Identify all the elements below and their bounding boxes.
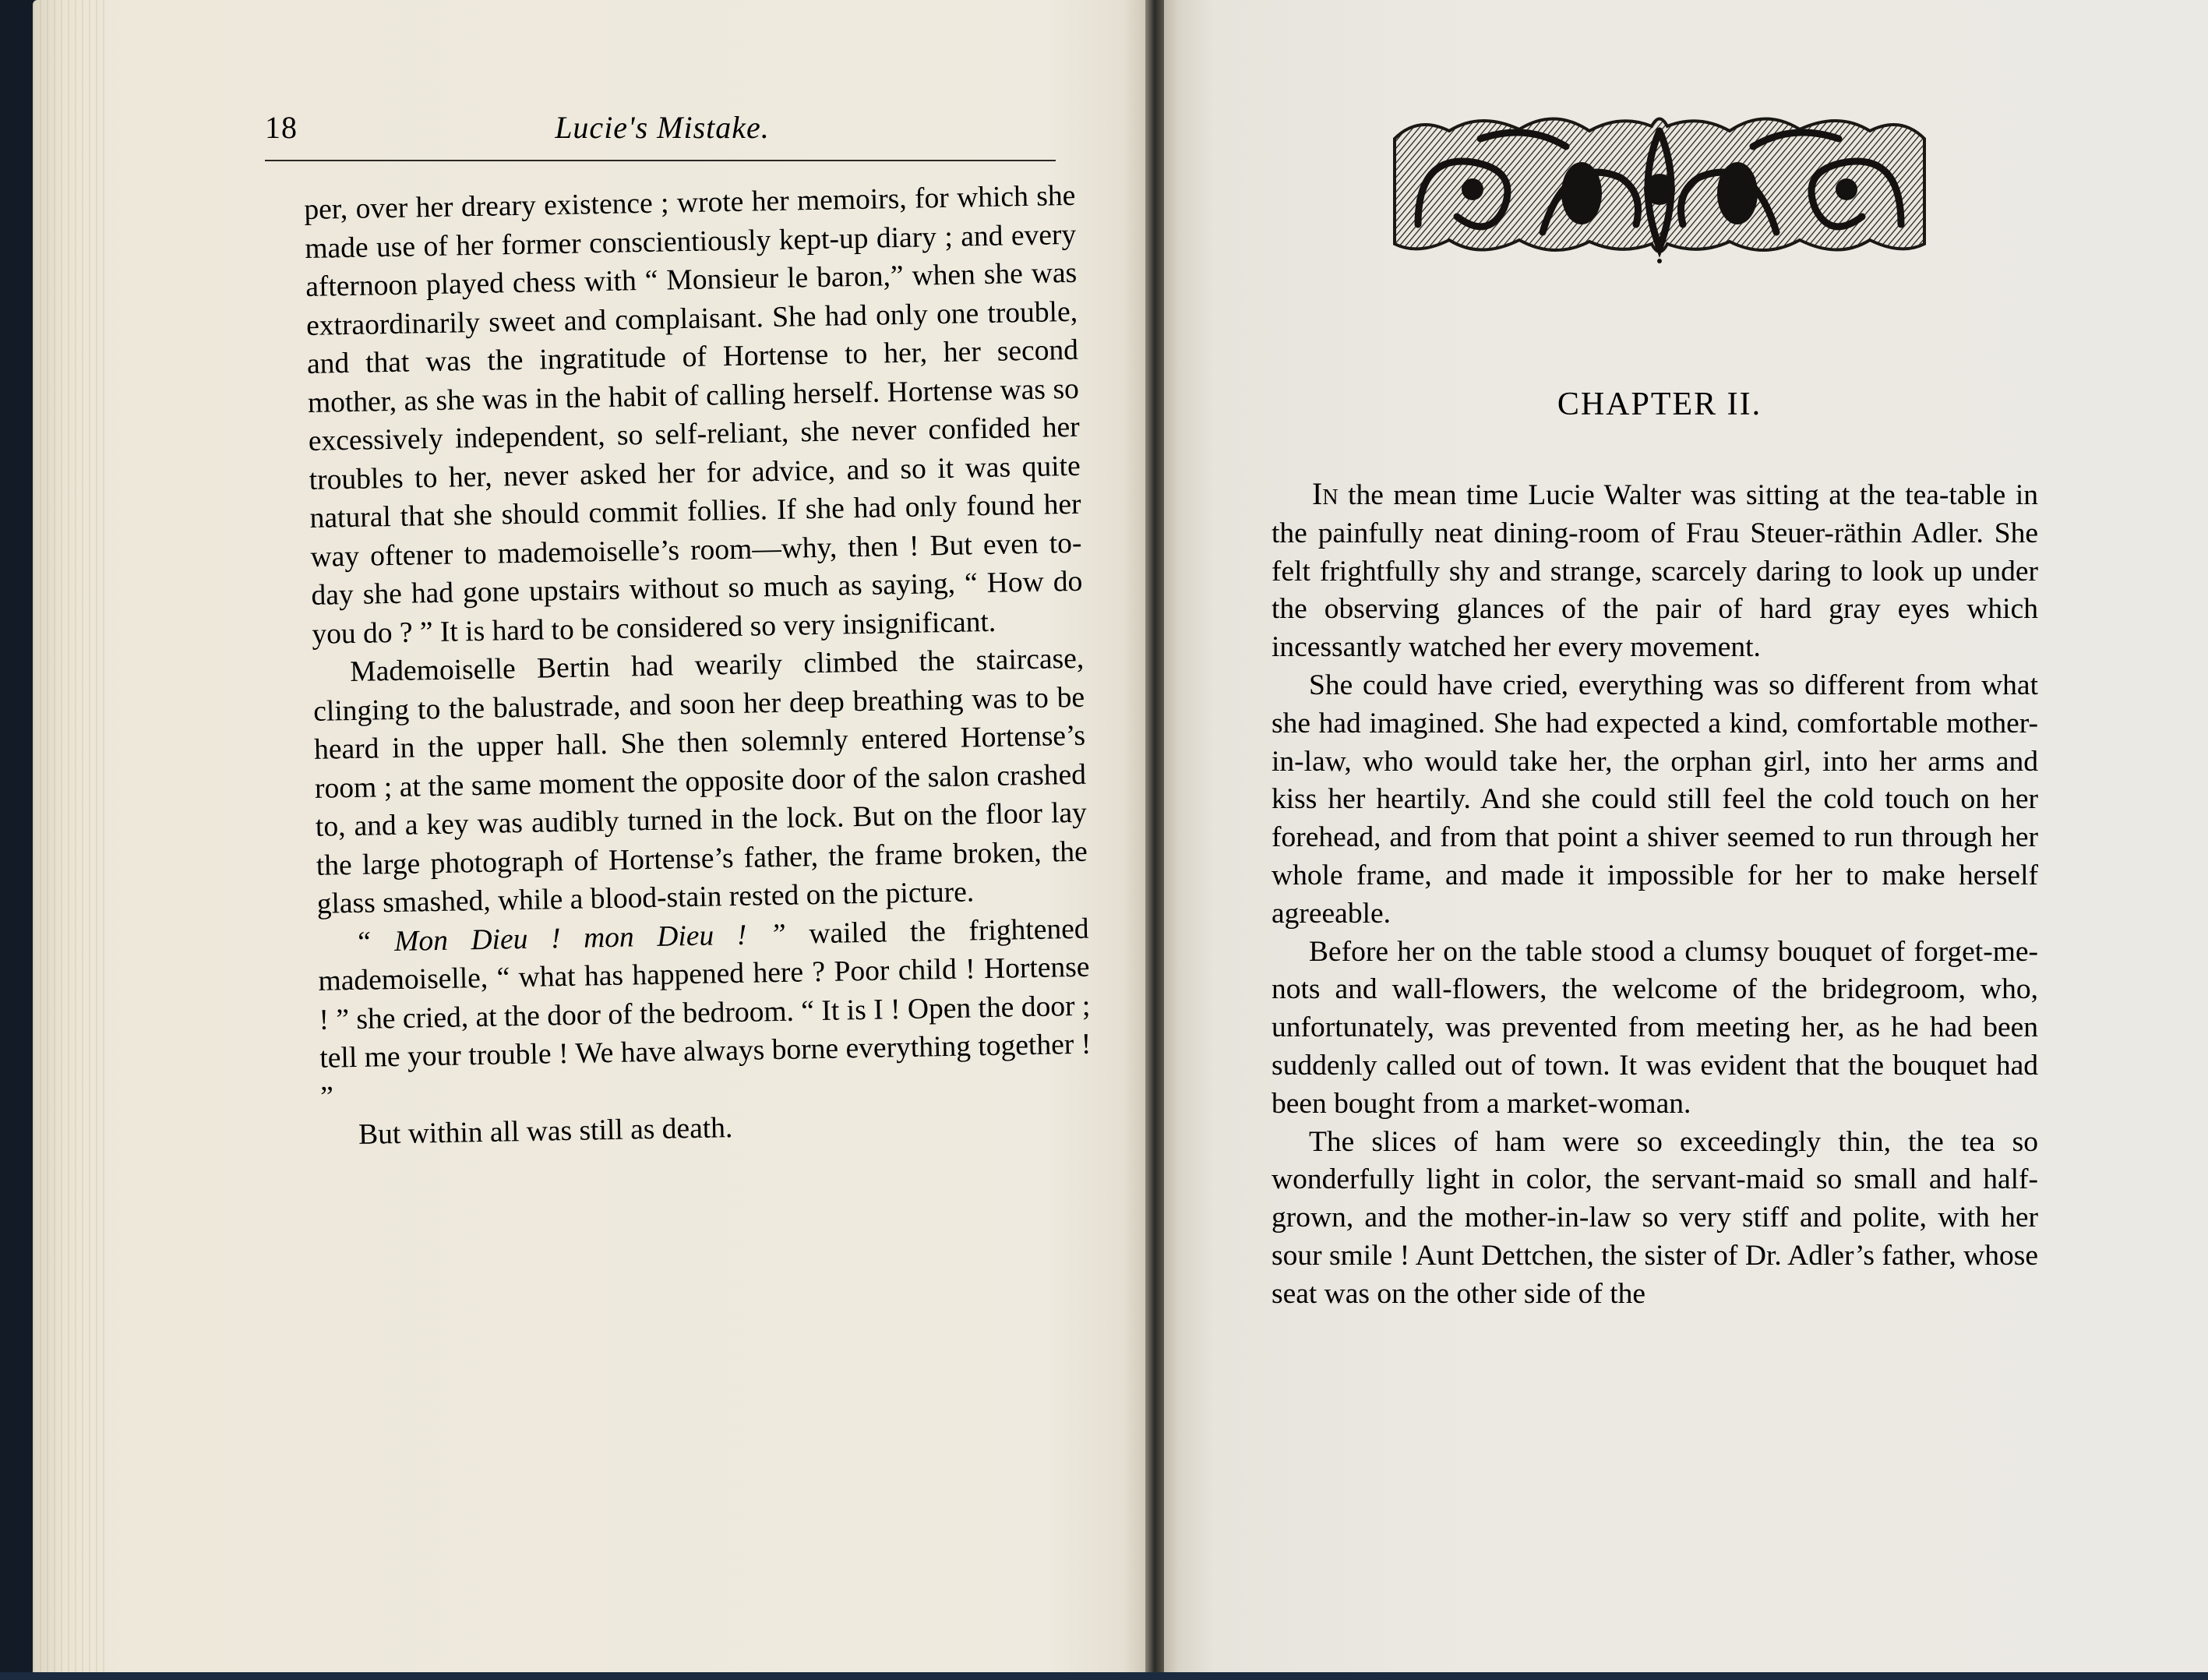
paragraph bbox=[1272, 475, 2038, 667]
paragraph: The slices of ham were so exceedingly thin, the tea so wonderfully light in color, the servant-maid so small and half-grown, and the mother-in-law so very stiff and polite, with her sour smile ! Aunt Dettchen, the sister of Dr. Adler’s father, whose seat was on the other side of the bbox=[1272, 1125, 2038, 1310]
paragraph: per, over her dreary existence ; wrote her memoirs, for which she made use of her former conscientiously kept-up diary ; and every afternoon played chess with “ Monsieur le baron,” when she was extraordinarily sweet and complaisant. She had only one trouble, and that was the ingratitude of Hortense to her, her second mother, as she was in the habit of calling herself. Hortense was so excessively independent, so self-reliant, she never confided her troubles to her, never asked her for advice, and so it was quite natural that she should commit follies. If she had only found her way oftener to mademoiselle’s room—why, then ! But even to-day she had gone upstairs without so much as saying, “ How do you do ? ” It is hard to be considered so very insignificant. bbox=[304, 179, 1083, 651]
bottom-edge bbox=[0, 1672, 2208, 1680]
right-page-text bbox=[1272, 475, 2038, 1314]
exclamation: “ Mon Dieu ! mon Dieu ! ” bbox=[354, 918, 787, 958]
paragraph: But within all was still as death. bbox=[358, 1112, 733, 1151]
exclamation-rest: wailed the frightened mademoiselle, “ what has happened here ? Poor child ! Hortense ! ” she cried, at the door of the bedroom. “ It is I ! Open the door ; tell me your trouble ! We have always borne everything together ! ” bbox=[318, 912, 1092, 1114]
chapter-first-word: In bbox=[1312, 476, 1339, 511]
paragraph: She could have cried, everything was so different from what she had imagined. She had expected a kind, comfortable mother-in-law, who would take her, the orphan girl, into her arms and kiss her heartily. And she could still feel the cold touch on her forehead, and from that point a shiver seemed to run through her whole frame, and made it impossible for her to make herself agreeable. bbox=[1272, 669, 2038, 930]
book-gutter bbox=[1145, 0, 1164, 1680]
paragraph bbox=[317, 909, 1092, 1117]
paragraph: Before her on the table stood a clumsy bouquet of forget-me-nots and wall-flowers, the welcome of the bridegroom, who, unfortunately, was prevented from meeting her, as he had been suddenly called out of town. It was evident that the bouquet had been bought from a market-woman. bbox=[1272, 935, 2038, 1120]
chapter-title: CHAPTER II. bbox=[1557, 386, 1762, 422]
header-rule bbox=[265, 160, 1056, 161]
first-paragraph-rest: the mean time Lucie Walter was sitting at the tea-table in the painfully neat dining-room of Frau Steuer-räthin Adler. She felt frightfully shy and strange, scarcely daring to look up under the observing glances of the pair of hard gray eyes which incessantly watched her every movement. bbox=[1272, 479, 2038, 664]
left-page-text bbox=[304, 177, 1093, 1155]
page-number: 18 bbox=[265, 110, 298, 145]
running-head bbox=[265, 109, 1060, 156]
paragraph: Mademoiselle Bertin had wearily climbed the staircase, clinging to the balustrade, and soon her deep breathing was to be heard in the upper hall. She then solemnly entered Hortense’s room ; at the same moment the opposite door of the salon crashed to, and a key was audibly turned in the lock. But on the floor lay the large photograph of Hortense’s father, the frame broken, the glass smashed, while a blood-stain rested on the picture. bbox=[312, 642, 1088, 920]
running-title: Lucie's Mistake. bbox=[555, 110, 770, 145]
decorative-headpiece bbox=[1387, 108, 1932, 263]
